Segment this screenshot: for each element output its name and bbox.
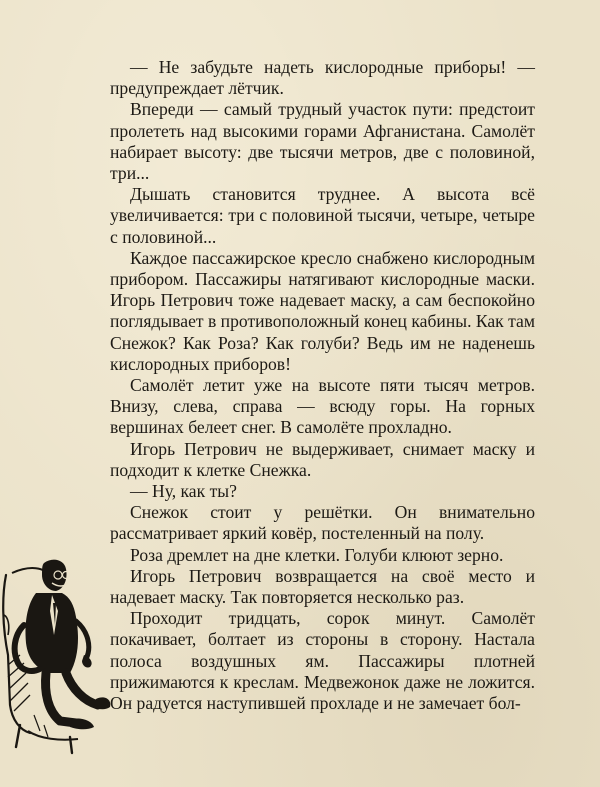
- paragraph: Каждое пассажирское кресло снабжено кислородным прибором. Пассажиры натягивают кислородные маски. Игорь Петрович тоже надевает маску, а сам беспокойно поглядывает в противоположный конец кабины. Как там Снежок? Как Роза? Как голуби? Ведь им не наденешь кислородных приборов!: [110, 247, 535, 374]
- paragraph: — Ну, как ты?: [130, 481, 237, 502]
- paragraph: Впереди — самый трудный участок пути: предстоит пролететь над высокими горами Афганистана. Самолёт набирает высоту: две тысячи метров, две с половиной, три...: [110, 99, 535, 184]
- paragraph: Роза дремлет на дне клетки. Голуби клюют зерно.: [130, 544, 504, 565]
- paragraph: Игорь Петрович не выдерживает, снимает маску и подходит к клетке Снежка.: [110, 438, 535, 480]
- paragraph: Самолёт летит уже на высоте пяти тысяч метров. Внизу, слева, справа — всюду горы. На горных вершинах белеет снег. В самолёте прохладно.: [110, 375, 535, 438]
- paragraph: — Не забудьте надеть кислородные приборы! — предупреждает лётчик.: [110, 57, 535, 99]
- body-text: [110, 57, 535, 714]
- paragraph: Игорь Петрович возвращается на своё место и надевает маску. Так повторяется несколько раз.: [110, 565, 535, 608]
- paragraph: Дышать становится труднее. А высота всё увеличивается: три с половиной тысячи, четыре, четыре с половиной...: [110, 184, 535, 247]
- man-in-armchair-illustration: [0, 555, 120, 755]
- paragraph: Проходит тридцать, сорок минут. Самолёт покачивает, болтает из стороны в сторону. Настала полоса воздушных ям. Пассажиры плотней прижимаются к креслам. Медвежонок даже не ложится. Он радуется наступившей прохладе и не замечает бол-: [110, 608, 535, 714]
- paragraph: Снежок стоит у решётки. Он внимательно рассматривает яркий ковёр, постеленный на полу.: [110, 502, 535, 544]
